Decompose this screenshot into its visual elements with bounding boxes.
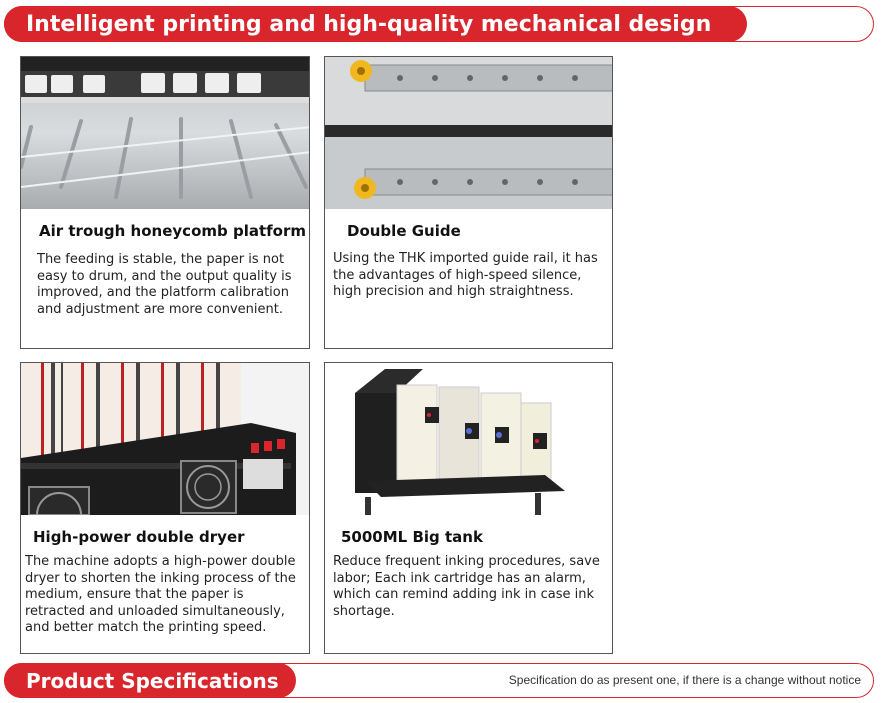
feature-title: High-power double dryer [33,528,245,546]
feature-description: Using the THK imported guide rail, it has the advantages of high-speed silence, high precision and high straightness. [333,251,598,299]
honeycomb-platform-photo [21,57,309,209]
specification-notice: Specification do as present one, if there is a change without notice [508,673,861,687]
feature-description: The feeding is stable, the paper is not easy to drum, and the output quality is improved, and the platform calibration and adjustment are more convenient. [37,252,292,317]
feature-title: Air trough honeycomb platform [39,222,306,240]
feature-card-dryer [20,362,310,654]
feature-title: 5000ML Big tank [341,528,483,546]
feature-card-guide [324,56,613,349]
feature-description: The machine adopts a high-power double dryer to shorten the inking process of the medium, ensure that the paper is retracted and unloaded simultaneously, and better match the printing speed. [25,554,296,635]
ink-tank-photo [325,363,612,515]
guide-rail-photo [325,57,612,209]
feature-card-tank [324,362,613,654]
dryer-photo [21,363,309,515]
feature-description: Reduce frequent inking procedures, save labor; Each ink cartridge has an alarm, which can remind adding ink in case ink shortage. [333,554,600,619]
specifications-title: Product Specifications [4,663,296,698]
specifications-banner [4,663,874,698]
feature-title: Double Guide [347,222,461,240]
section-banner [4,6,874,42]
section-title: Intelligent printing and high-quality mechanical design [4,6,747,42]
feature-card-platform [20,56,310,349]
